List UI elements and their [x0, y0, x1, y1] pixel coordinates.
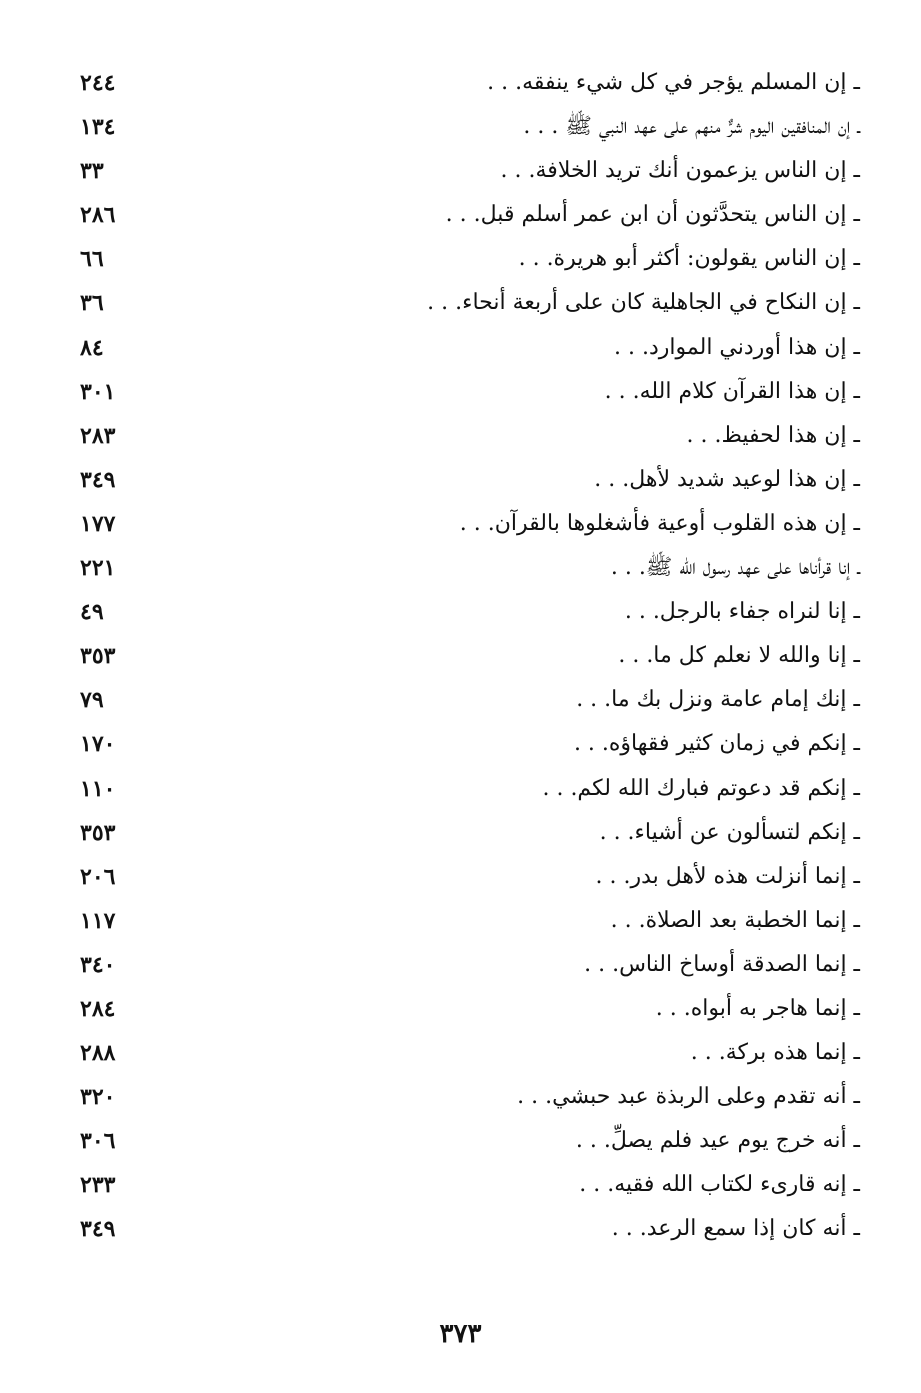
entry-text: ـ إن الناس يتحدَّثون أن ابن عمر أسلم قبل. . . — [445, 202, 860, 228]
entry-page-number: ٣٠١ — [80, 378, 116, 405]
entry-page-number: ٣٤٠ — [80, 951, 116, 978]
index-entry — [80, 990, 860, 1034]
entry-page-number: ٨٤ — [80, 334, 104, 361]
entry-page-number: ٣٣ — [80, 158, 104, 185]
index-entry — [80, 902, 860, 946]
entry-text: ـ إن هذا لحفيظ. . . — [686, 422, 860, 448]
index-entry — [80, 329, 860, 373]
entry-text: ـ إنكم في زمان كثير فقهاؤه. . . — [573, 731, 860, 757]
entry-text: ـ إنما هذه بركة. . . — [690, 1040, 860, 1066]
index-entry — [80, 770, 860, 814]
entry-text: ـ إنكم قد دعوتم فبارك الله لكم. . . — [542, 775, 860, 801]
entry-page-number: ١٣٤ — [80, 114, 116, 141]
entry-page-number: ٣٠٦ — [80, 1128, 116, 1155]
index-entry — [80, 593, 860, 637]
entry-text: ـ إنا لنراه جفاء بالرجل. . . — [624, 599, 860, 625]
entry-text: ـ إنكم لتسألون عن أشياء. . . — [599, 819, 860, 845]
entry-page-number: ٢٨٨ — [80, 1040, 116, 1067]
entry-text: ـ إنما هاجر به أبواه. . . — [655, 995, 860, 1021]
entry-text: ـ إن الناس يزعمون أنك تريد الخلافة. . . — [500, 158, 860, 184]
entry-page-number: ٣٢٠ — [80, 1084, 116, 1111]
entry-text: ـ أنه خرج يوم عيد فلم يصلِّ. . . — [575, 1128, 860, 1154]
entry-page-number: ٤٩ — [80, 599, 104, 626]
index-entry — [80, 373, 860, 417]
entry-page-number: ٣٤٩ — [80, 1216, 116, 1243]
entry-text: ـ إن الناس يقولون: أكثر أبو هريرة. . . — [518, 246, 860, 272]
index-entry — [80, 549, 860, 593]
entry-page-number: ٣٥٣ — [80, 819, 116, 846]
entry-text: ـ إن النكاح في الجاهلية كان على أربعة أنحاء. . . — [427, 290, 860, 316]
entry-page-number: ٢٨٣ — [80, 422, 116, 449]
entry-text: ـ إنا قرأناها على عهد رسول الله ﷺ. . . — [610, 555, 860, 581]
index-entry — [80, 108, 860, 152]
index-entry — [80, 1034, 860, 1078]
index-entry — [80, 461, 860, 505]
index-entry — [80, 946, 860, 990]
entry-page-number: ٢٠٦ — [80, 863, 116, 890]
index-entry — [80, 1122, 860, 1166]
entry-page-number: ٣٥٣ — [80, 643, 116, 670]
index-entry — [80, 505, 860, 549]
entry-page-number: ٣٦ — [80, 290, 104, 317]
index-entry — [80, 240, 860, 284]
entry-text: ـ إن المسلم يؤجر في كل شيء ينفقه. . . — [487, 70, 860, 95]
entry-text: ـ إنك إمام عامة ونزل بك ما. . . — [576, 687, 860, 713]
entry-page-number: ١٧٧ — [80, 510, 116, 537]
entry-text: ـ إنه قارىء لكتاب الله فقيه. . . — [579, 1172, 860, 1198]
entry-page-number: ١١٠ — [80, 775, 116, 802]
entry-page-number: ٢٤٤ — [80, 70, 116, 96]
entry-page-number: ١٧٠ — [80, 731, 116, 758]
index-entry — [80, 152, 860, 196]
entry-text: ـ إنما أنزلت هذه لأهل بدر. . . — [595, 863, 860, 889]
index-entry — [80, 196, 860, 240]
index-entry — [80, 725, 860, 769]
entry-page-number: ٣٤٩ — [80, 466, 116, 493]
index-list — [80, 64, 860, 1255]
index-entry — [80, 1078, 860, 1122]
entry-page-number: ٢٢١ — [80, 555, 116, 582]
entry-page-number: ٦٦ — [80, 246, 104, 273]
entry-text: ـ إن هذا لوعيد شديد لأهل. . . — [594, 466, 860, 492]
entry-page-number: ١١٧ — [80, 907, 116, 934]
page-number: ٣٧٣ — [439, 1319, 482, 1349]
index-entry — [80, 858, 860, 902]
entry-page-number: ٧٩ — [80, 687, 104, 714]
index-entry — [80, 681, 860, 725]
entry-page-number: ٢٨٤ — [80, 995, 116, 1022]
index-entry — [80, 1210, 860, 1254]
entry-text: ـ إنما الخطبة بعد الصلاة. . . — [610, 907, 860, 933]
entry-text: ـ إنما الصدقة أوساخ الناس. . . — [584, 951, 860, 977]
entry-text: ـ أنه كان إذا سمع الرعد. . . — [611, 1216, 860, 1242]
index-entry — [80, 284, 860, 328]
entry-text: ـ أنه تقدم وعلى الربذة عبد حبشي. . . — [517, 1084, 860, 1110]
entry-page-number: ٢٨٦ — [80, 202, 116, 229]
entry-text: ـ إنا والله لا نعلم كل ما. . . — [618, 643, 860, 669]
index-entry — [80, 1166, 860, 1210]
index-entry — [80, 814, 860, 858]
index-entry — [80, 637, 860, 681]
entry-text: ـ إن المنافقين اليوم شرٌّ منهم على عهد النبي ﷺ . . . — [523, 114, 860, 140]
entry-text: ـ إن هذه القلوب أوعية فأشغلوها بالقرآن. . . — [459, 510, 860, 536]
index-entry — [80, 64, 860, 108]
entry-text: ـ إن هذا القرآن كلام الله. . . — [604, 378, 860, 404]
entry-text: ـ إن هذا أوردني الموارد. . . — [614, 334, 860, 360]
index-entry — [80, 417, 860, 461]
entry-page-number: ٢٣٣ — [80, 1172, 116, 1199]
